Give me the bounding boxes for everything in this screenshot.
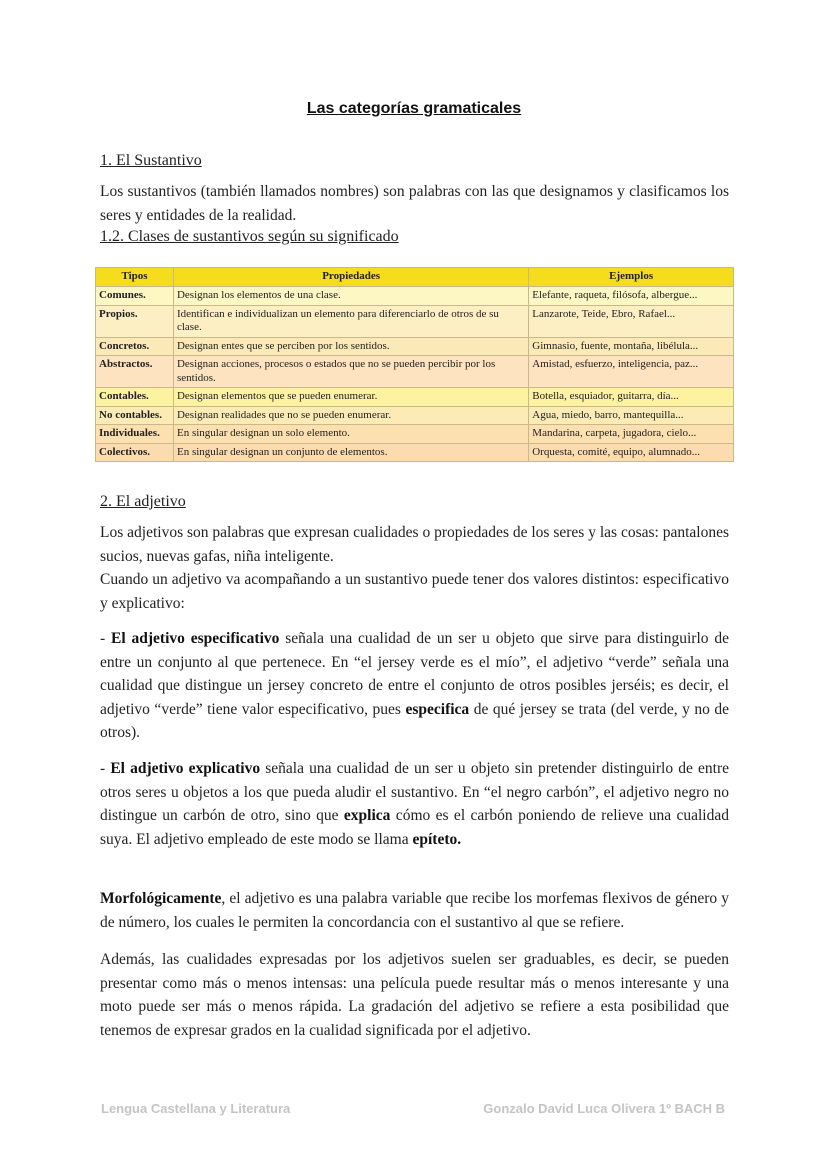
- esp-prefix: -: [100, 630, 112, 647]
- sustantivo-paragraph: Los sustantivos (también llamados nombres) son palabras con las que designamos y clasificamos los seres y entidades de la realidad.: [100, 183, 729, 224]
- cell-propiedad: Identifican e individualizan un elemento para diferenciarlo de otros de su clase.: [173, 305, 528, 337]
- cell-ejemplos: Orquesta, comité, equipo, alumnado...: [529, 443, 734, 462]
- header-propiedades: Propiedades: [173, 268, 528, 287]
- morfologia-paragraph: [100, 887, 729, 934]
- cell-propiedad: Designan acciones, procesos o estados que no se pueden percibir por los sentidos.: [173, 356, 528, 388]
- sustantivos-table: [95, 267, 734, 462]
- esp-term-2: especifica: [405, 700, 470, 718]
- table-header-row: [96, 268, 734, 287]
- cell-tipo: Individuales.: [96, 425, 174, 444]
- adjetivo-explicativo-paragraph: [100, 757, 729, 851]
- morf-term: Morfológicamente: [100, 890, 222, 907]
- gradacion-text: Además, las cualidades expresadas por los adjetivos suelen ser graduables, es decir, se pueden presentar como más o menos intensas: una película puede resultar más o menos interesante y una moto puede ser más o menos rápida. La gradación del adjetivo se refiere a esta posibilidad que tenemos de expresar grados en la cualidad significada por el adjetivo.: [100, 951, 729, 1039]
- cell-ejemplos: Mandarina, carpeta, jugadora, cielo...: [529, 425, 734, 444]
- footer-subject: Lengua Castellana y Literatura: [101, 1101, 291, 1116]
- adjetivo-intro-1: Los adjetivos son palabras que expresan cualidades o propiedades de los seres y las cosas: pantalones sucios, nuevas gafas, niña inteligente.: [100, 524, 729, 565]
- sustantivo-definition: [100, 180, 729, 227]
- table-row: [96, 305, 734, 337]
- subheading-clases-sustantivos: 1.2. Clases de sustantivos según su significado: [100, 228, 399, 245]
- cell-ejemplos: Botella, esquiador, guitarra, día...: [529, 388, 734, 407]
- cell-ejemplos: Agua, miedo, barro, mantequilla...: [529, 406, 734, 425]
- table-row: [96, 388, 734, 407]
- exp-text-1: señala una cualidad de un ser u objeto sin pretender distinguirlo de entre otros seres u objetos a los que pueda aludir el sustantivo. En “el negro carbón”, el adjetivo negro no distingue un carbón de otro, sino que: [100, 760, 729, 824]
- exp-term-2: explica: [343, 807, 391, 824]
- section-heading-sustantivo: 1. El Sustantivo: [100, 152, 202, 169]
- exp-term-3: epíteto.: [412, 830, 462, 848]
- cell-ejemplos: Amistad, esfuerzo, inteligencia, paz...: [529, 356, 734, 388]
- cell-tipo: Abstractos.: [96, 356, 174, 388]
- cell-ejemplos: Lanzarote, Teide, Ebro, Rafael...: [529, 305, 734, 337]
- especificativo-text: [100, 627, 729, 745]
- cell-tipo: Concretos.: [96, 337, 174, 356]
- morf-text: , el adjetivo es una palabra variable que recibe los morfemas flexivos de género y de número, los cuales le permiten la concordancia con el sustantivo al que se refiere.: [100, 890, 729, 931]
- esp-text-1: señala una cualidad de un ser u objeto que sirve para distinguirlo de entre un conjunto al que pertenece. En “el jersey verde es el mío”, el adjetivo “verde” señala una cualidad que distingue un jersey concreto de entre el conjunto de otros posibles jerséis; es decir, el adjetivo “verde” tiene valor especificativo, pues: [100, 630, 729, 718]
- header-ejemplos: Ejemplos: [529, 268, 734, 287]
- section-heading-adjetivo: 2. El adjetivo: [100, 493, 186, 510]
- footer-author: Gonzalo David Luca Olivera 1º BACH B: [483, 1101, 725, 1116]
- table-row: [96, 425, 734, 444]
- cell-propiedad: Designan realidades que no se pueden enumerar.: [173, 406, 528, 425]
- adjetivo-intro-2: Cuando un adjetivo va acompañando a un sustantivo puede tener dos valores distintos: especificativo y explicativo:: [100, 571, 729, 612]
- cell-propiedad: En singular designan un solo elemento.: [173, 425, 528, 444]
- explicativo-text: [100, 757, 729, 851]
- exp-prefix: -: [100, 760, 111, 777]
- exp-text-2: cómo es el carbón poniendo de relieve una cualidad suya. El adjetivo empleado de este modo se llama: [100, 807, 729, 848]
- cell-tipo: No contables.: [96, 406, 174, 425]
- cell-propiedad: Designan entes que se perciben por los sentidos.: [173, 337, 528, 356]
- cell-tipo: Contables.: [96, 388, 174, 407]
- cell-tipo: Colectivos.: [96, 443, 174, 462]
- adjetivo-especificativo-paragraph: [100, 627, 729, 745]
- page-title: Las categorías gramaticales: [306, 100, 522, 117]
- table-row: [96, 356, 734, 388]
- cell-tipo: Propios.: [96, 305, 174, 337]
- exp-term: El adjetivo explicativo: [110, 760, 261, 777]
- table-row: [96, 443, 734, 462]
- cell-ejemplos: Gimnasio, fuente, montaña, libélula...: [529, 337, 734, 356]
- table-row: [96, 406, 734, 425]
- cell-propiedad: Designan los elementos de una clase.: [173, 287, 528, 306]
- cell-propiedad: Designan elementos que se pueden enumerar.: [173, 388, 528, 407]
- esp-term: El adjetivo especificativo: [111, 630, 280, 647]
- table-row: [96, 287, 734, 306]
- morfologia-text: [100, 887, 729, 934]
- gradacion-paragraph: [100, 948, 729, 1042]
- cell-ejemplos: Elefante, raqueta, filósofa, albergue...: [529, 287, 734, 306]
- esp-text-2: de qué jersey se trata (del verde, y no de otros).: [100, 700, 729, 741]
- cell-tipo: Comunes.: [96, 287, 174, 306]
- adjetivo-intro: [100, 521, 729, 615]
- table-row: [96, 337, 734, 356]
- header-tipos: Tipos: [96, 268, 174, 287]
- cell-propiedad: En singular designan un conjunto de elementos.: [173, 443, 528, 462]
